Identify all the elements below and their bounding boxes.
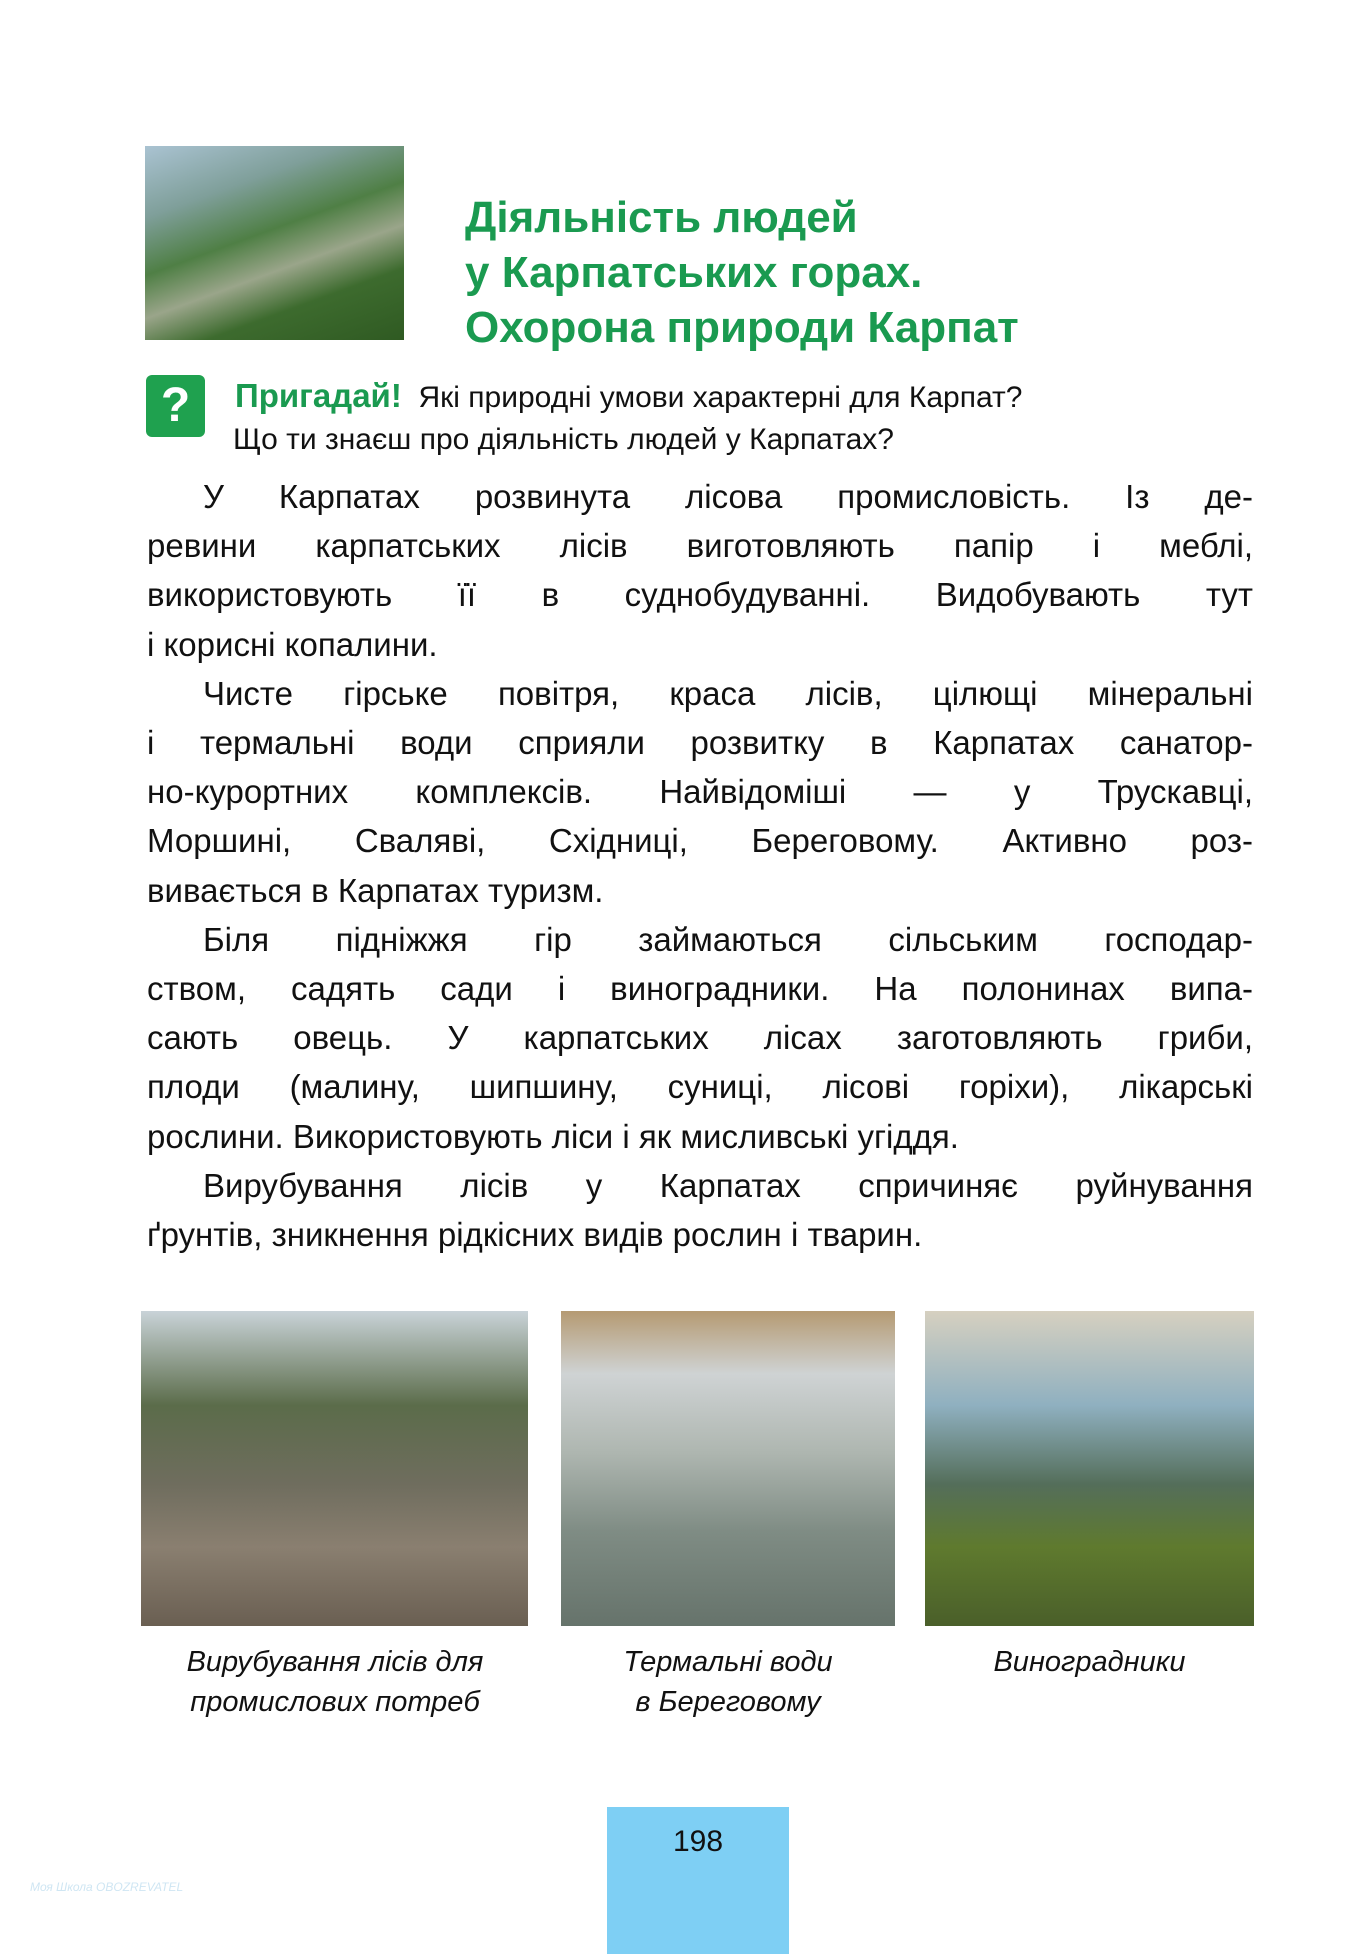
page-title xyxy=(465,190,1019,355)
caption-thermal xyxy=(561,1642,895,1722)
watermark: Моя Школа OBOZREVATEL xyxy=(30,1880,184,1894)
text-line: рослини. Використовують ліси і як мисливські угіддя. xyxy=(147,1117,959,1155)
carpathian-mountains-photo xyxy=(145,146,404,340)
text-line: і корисні копалини. xyxy=(147,625,438,663)
text-line: У Карпатах розвинута лісова промисловість. Із де- xyxy=(203,478,1253,515)
title-line: у Карпатських горах. xyxy=(465,248,923,297)
body-text xyxy=(147,472,1253,1259)
question-mark-icon: ? xyxy=(146,375,205,437)
text-line: но-курортних комплексів. Найвідоміші — у Трускавці, xyxy=(147,773,1253,811)
text-line: сають овець. У карпатських лісах заготовляють гриби, xyxy=(147,1019,1253,1057)
text-line: вивається в Карпатах туризм. xyxy=(147,871,604,909)
text-line: Вирубування лісів у Карпатах спричиняє руйнування xyxy=(203,1166,1253,1204)
text-line: і термальні води сприяли розвитку в Карпатах санатор- xyxy=(147,724,1253,762)
text-line: ґрунтів, зникнення рідкісних видів рослин і тварин. xyxy=(147,1216,923,1254)
text-line: використовують її в суднобудуванні. Видобувають тут xyxy=(147,576,1253,614)
title-line: Охорона природи Карпат xyxy=(465,303,1019,352)
vineyards-photo xyxy=(925,1311,1254,1626)
recall-label: Пригадай! xyxy=(235,377,402,414)
page-number-box xyxy=(607,1807,789,1954)
caption-line: в Береговому xyxy=(635,1686,821,1718)
caption-logging xyxy=(135,1642,535,1722)
text-line: ревини карпатських лісів виготовляють папір і меблі, xyxy=(147,527,1253,565)
caption-line: промислових потреб xyxy=(190,1686,480,1718)
text-line: Чисте гірське повітря, краса лісів, цілющі мінеральні xyxy=(203,674,1253,712)
logging-photo xyxy=(141,1311,528,1626)
text-line: плоди (малину, шипшину, суниці, лісові горіхи), лікарські xyxy=(147,1068,1253,1106)
caption-vineyards xyxy=(925,1642,1254,1682)
caption-line: Вирубування лісів для xyxy=(186,1646,484,1678)
recall-box xyxy=(235,375,1022,461)
text-line: Біля підніжжя гір займаються сільським господар- xyxy=(203,920,1253,958)
title-line: Діяльність людей xyxy=(465,193,858,242)
thermal-waters-photo xyxy=(561,1311,895,1626)
caption-line: Термальні води xyxy=(623,1646,833,1678)
text-line: ством, садять сади і виноградники. На полонинах випа- xyxy=(147,970,1253,1008)
recall-question: Що ти знаєш про діяльність людей у Карпатах? xyxy=(233,423,894,456)
page-number: 198 xyxy=(672,1825,724,1858)
text-line: Моршині, Сваляві, Східниці, Береговому. Активно роз- xyxy=(147,822,1253,860)
recall-question: Які природні умови характерні для Карпат? xyxy=(418,381,1023,414)
caption-line: Виноградники xyxy=(993,1646,1186,1678)
